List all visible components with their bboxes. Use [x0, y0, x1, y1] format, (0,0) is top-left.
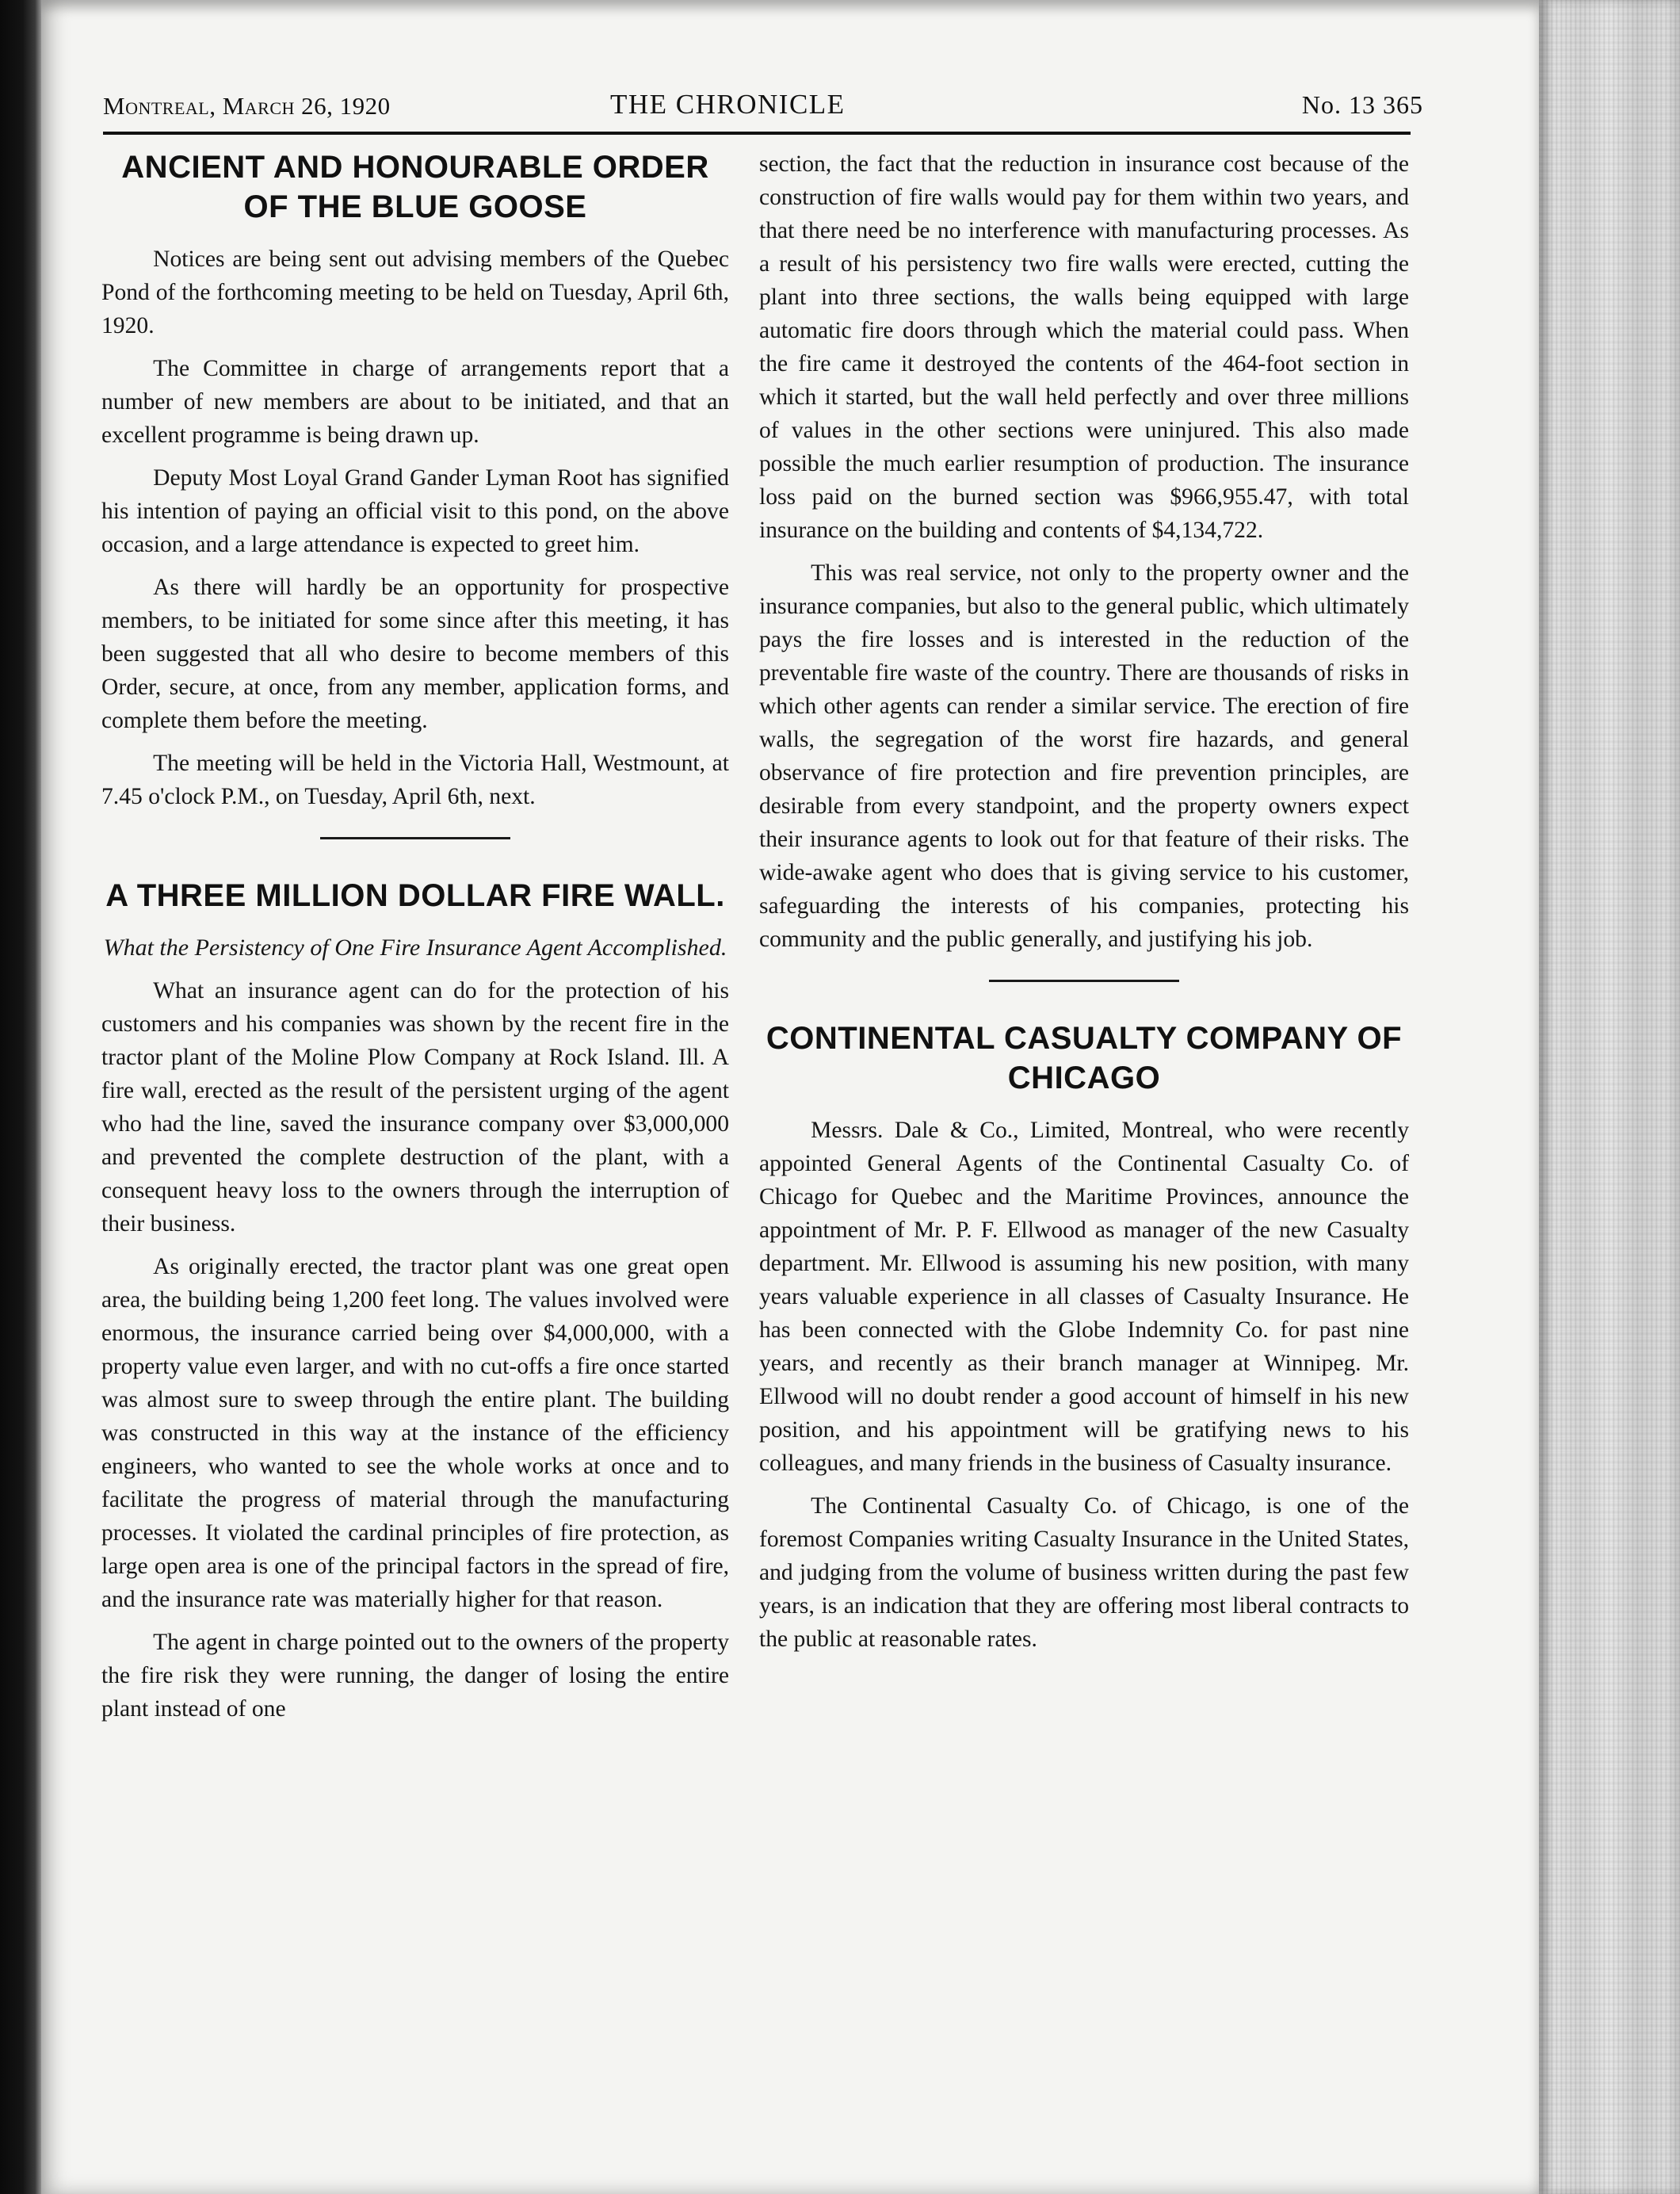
article-paragraph: As there will hardly be an opportunity for prospective members, to be initiated for some since after this meeting, it has been suggested that all who desire to become members of this Order, secure, at once, from any member, application forms, and complete them before the meeting. [101, 575, 729, 733]
article-paragraph: What an insurance agent can do for the protection of his customers and his companies was shown by the recent fire in the tractor plant of the Moline Plow Company at Rock Island. Ill. A fire wall, erected as the result of the persistent urging of the agent who had the line, saved the insurance company over $3,000,000 and prevented the complete destruction of the plant, with a consequent heavy loss to the owners through the interruption of their business. [101, 978, 729, 1237]
article-paragraph: Deputy Most Loyal Grand Gander Lyman Root has signified his intention of paying an official visit to this pond, on the above occasion, and a large attendance is expected to greet him. [101, 465, 729, 557]
article-title: ANCIENT AND HONOURABLE ORDER OF THE BLUE GOOSE [121, 150, 709, 224]
right-column [759, 147, 1409, 1656]
article-paragraph: Notices are being sent out advising members of the Quebec Pond of the forthcoming meeting to be held on Tuesday, April 6th, 1920. [101, 247, 729, 338]
article-continental-casualty [759, 1019, 1409, 1656]
article-fire-wall-continued [759, 147, 1409, 956]
book-gutter-shadow [0, 0, 41, 2194]
article-paragraph: This was real service, not only to the property owner and the insurance companies, but also to the general public, which ultimately pays the fire losses and is interested in the reduction of the preventable fire waste of the country. There are thousands of risks in which other agents can render a similar service. The erection of fire walls, the segregation of the worst fire hazards, and general observance of fire protection and fire prevention principles, are desirable from every standpoint, and the property owners expect their insurance agents to look out for that feature of their risks. The wide-awake agent who does that is giving service to his customer, safeguarding the interests of his companies, protecting his community and the public generally, and justifying his job. [759, 560, 1409, 952]
article-paragraph: The Committee in charge of arrangements report that a number of new members are about to be initiated, and that an excellent programme is being drawn up. [101, 356, 729, 448]
article-paragraph: As originally erected, the tractor plant was one great open area, the building being 1,200 feet long. The values involved were enormous, the insurance carried being over $4,000,000, with a property value even larger, and with no cut-offs a fire once started was almost sure to sweep through the entire plant. The building was constructed in this way at the instance of the efficiency engineers, who wanted to see the whole works at once and to facilitate the progress of material through the manufacturing processes. It violated the cardinal principles of fire protection, as large open area is one of the principal factors in the spread of fire, and the insurance rate was materially higher for that reason. [101, 1254, 729, 1612]
article-title: A THREE MILLION DOLLAR FIRE WALL. [105, 878, 725, 913]
article-subtitle: What the Persistency of One Fire Insurance Agent Accomplished. [103, 935, 727, 961]
section-divider [320, 837, 510, 839]
article-title: CONTINENTAL CASUALTY COMPANY OF CHICAGO [766, 1021, 1403, 1095]
book-page-edges [1539, 0, 1680, 2194]
article-paragraph: section, the fact that the reduction in insurance cost because of the construction of fire walls would pay for them within two years, and that there need be no interference with manufacturing processes. As a result of his persistency two fire walls were erected, cutting the plant into three sections, the walls being equipped with large automatic fire doors through which the material could pass. When the fire came it destroyed the contents of the 464-foot section in which it started, but the wall held perfectly and over three millions of values in the other sections were uninjured. This also made possible the much earlier resumption of production. The insurance loss paid on the burned section was $966,955.47, with total insurance on the building and contents of $4,134,722. [759, 151, 1409, 543]
article-paragraph: The Continental Casualty Co. of Chicago, is one of the foremost Companies writing Casualty Insurance in the United States, and judging from the volume of business written during the past few years, is an indication that they are offering most liberal contracts to the public at reasonable rates. [759, 1493, 1409, 1652]
header-dateline: Montreal, March 26, 1920 [103, 92, 391, 120]
article-paragraph: The meeting will be held in the Victoria Hall, Westmount, at 7.45 o'clock P.M., on Tuesday, April 6th, next. [101, 751, 729, 809]
article-fire-wall [101, 876, 729, 1726]
left-column [101, 147, 729, 1726]
article-blue-goose [101, 147, 729, 813]
section-divider [989, 980, 1179, 982]
header-publication-title: THE CHRONICLE [610, 89, 846, 120]
header-issue-page: No. 13 365 [1301, 90, 1423, 119]
header-rule [103, 132, 1411, 135]
running-header [103, 86, 1423, 127]
article-paragraph: Messrs. Dale & Co., Limited, Montreal, who were recently appointed General Agents of the Continental Casualty Co. of Chicago for Quebec and the Maritime Provinces, announce the appointment of Mr. P. F. Ellwood as manager of the new Casualty department. Mr. Ellwood is assuming his new position, with many years valuable experience in all classes of Casualty Insurance. He has been connected with the Globe Indemnity Co. for past nine years, and recently as their branch manager at Winnipeg. Mr. Ellwood will no doubt render a good account of himself in his new position, and his appointment will be gratifying news to his colleagues, and many friends in the business of Casualty insurance. [759, 1118, 1409, 1476]
article-paragraph: The agent in charge pointed out to the owners of the property the fire risk they were running, the danger of losing the entire plant instead of one [101, 1630, 729, 1722]
